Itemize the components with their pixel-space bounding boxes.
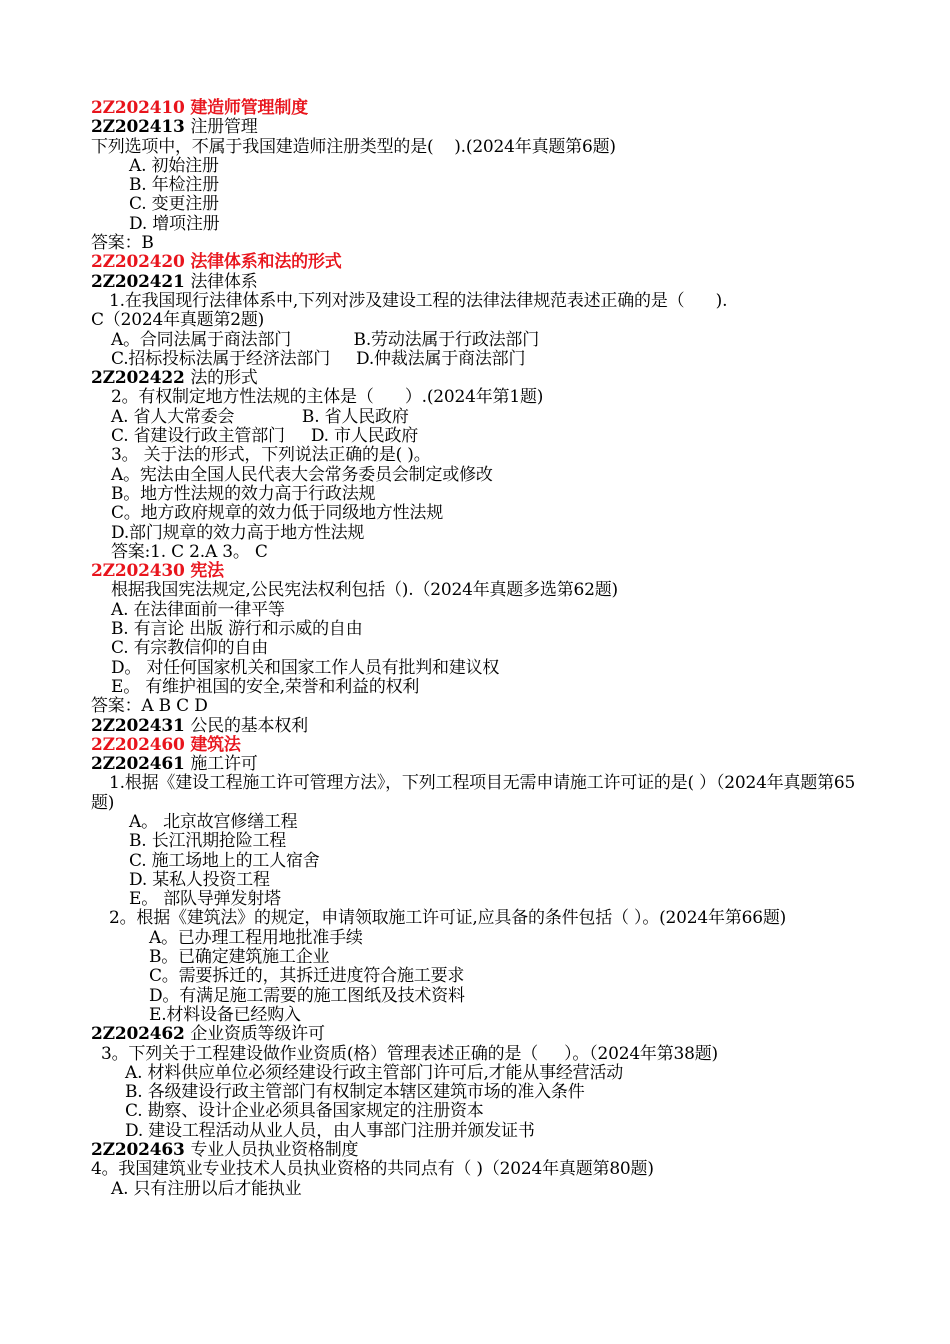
option: D。 对任何国家机关和国家工作人员有批判和建议权 <box>111 657 500 678</box>
option: A. 材料供应单位必须经建设行政主管部门许可后,才能从事经营活动 <box>125 1062 624 1083</box>
option: B。已确定建筑施工企业 <box>149 947 330 968</box>
question-stem: 2。有权制定地方性法规的主体是（ ）.(2024年第1题) <box>111 387 544 408</box>
option: C。地方政府规章的效力低于同级地方性法规 <box>111 503 444 524</box>
option-row: A. 省人大常委会 B. 省人民政府 <box>111 406 409 427</box>
subsection-name: 施工许可 <box>190 754 258 775</box>
option: B. 各级建设行政主管部门有权制定本辖区建筑市场的准入条件 <box>125 1082 585 1103</box>
subsection-heading <box>91 1141 881 1160</box>
option: A. 初始注册 <box>129 155 219 176</box>
option: A。已办理工程用地批准手续 <box>149 927 363 948</box>
subsection-name: 法的形式 <box>190 368 258 389</box>
subsection-heading <box>91 755 881 774</box>
section-heading: 2Z202460 建筑法 <box>91 734 241 755</box>
question-stem: 4。我国建筑业专业技术人员执业资格的共同点有（ )（2024年真题第80题) <box>91 1159 654 1180</box>
option-row: C.招标投标法属于经济法部门 D.仲裁法属于商法部门 <box>111 348 526 369</box>
subsection-name: 注册管理 <box>190 117 258 138</box>
subsection-code: 2Z202413 <box>91 117 185 138</box>
subsection-heading <box>91 273 881 292</box>
option: A. 只有注册以后才能执业 <box>111 1178 302 1199</box>
option: A. 在法律面前一律平等 <box>111 599 285 620</box>
question-stem: 1.根据《建设工程施工许可管理方法》，下列工程项目无需申请施工许可证的是( ）（2024年真题第65题) <box>91 773 856 813</box>
option: B. 有言论 出版 游行和示威的自由 <box>111 619 363 640</box>
subsection-name: 法律体系 <box>190 271 258 292</box>
option: C. 有宗教信仰的自由 <box>111 638 269 659</box>
subsection-code: 2Z202421 <box>91 271 185 292</box>
answer: 答案:1. C 2.A 3。 C <box>111 541 268 562</box>
option: B. 长江汛期抢险工程 <box>129 831 287 852</box>
option: C. 施工场地上的工人宿舍 <box>129 850 320 871</box>
question-stem: 3。下列关于工程建设做作业资质(格）管理表述正确的是（ ）。（2024年第38题) <box>101 1043 718 1064</box>
option: C. 勘察、设计企业必须具备国家规定的注册资本 <box>125 1101 484 1122</box>
option-row: A。合同法属于商法部门 B.劳动法属于行政法部门 <box>111 329 540 350</box>
answer: 答案：A B C D <box>91 696 208 717</box>
subsection-name: 企业资质等级许可 <box>190 1024 325 1045</box>
question-stem: 下列选项中，不属于我国建造师注册类型的是( ).(2024年真题第6题) <box>91 136 616 157</box>
subsection-name: 公民的基本权利 <box>190 715 308 736</box>
subsection-name: 专业人员执业资格制度 <box>190 1140 359 1161</box>
option: D。有满足施工需要的施工图纸及技术资料 <box>149 985 465 1006</box>
subsection-heading <box>91 369 881 388</box>
subsection-heading <box>91 118 881 137</box>
subsection-heading <box>91 1025 881 1044</box>
option: E。 部队导弹发射塔 <box>129 889 281 910</box>
section-heading: 2Z202410 建造师管理制度 <box>91 98 308 118</box>
option: A。 北京故宫修缮工程 <box>129 811 298 832</box>
question-stem: 3。 关于法的形式，下列说法正确的是( )。 <box>111 445 431 466</box>
option: D. 建设工程活动从业人员，由人事部门注册并颁发证书 <box>125 1120 535 1141</box>
option: C. 变更注册 <box>129 194 219 215</box>
option: E.材料设备已经购入 <box>149 1004 301 1025</box>
section-heading: 2Z202420 法律体系和法的形式 <box>91 252 342 273</box>
section-heading: 2Z202430 宪法 <box>91 561 224 582</box>
option: E。 有维护祖国的安全,荣誉和利益的权利 <box>111 676 420 697</box>
option: D. 某私人投资工程 <box>129 869 270 890</box>
option-row: C. 省建设行政主管部门 D. 市人民政府 <box>111 426 419 447</box>
question-stem: 根据我国宪法规定,公民宪法权利包括（).（2024年真题多选第62题) <box>111 580 618 601</box>
option: C。需要拆迁的，其拆迁进度符合施工要求 <box>149 966 465 987</box>
answer: 答案：B <box>91 233 154 254</box>
subsection-code: 2Z202431 <box>91 715 185 736</box>
question-stem: 2。根据《建筑法》的规定，申请领取施工许可证,应具备的条件包括（ ）。(2024年第66题) <box>109 908 787 929</box>
option: B. 年检注册 <box>129 175 219 196</box>
document-page <box>91 99 881 1199</box>
option: D.部门规章的效力高于地方性法规 <box>111 522 365 543</box>
option: B。地方性法规的效力高于行政法规 <box>111 483 376 504</box>
subsection-code: 2Z202461 <box>91 754 185 775</box>
subsection-heading <box>91 717 881 736</box>
question-stem-cont: C（2024年真题第2题) <box>91 310 265 331</box>
subsection-code: 2Z202422 <box>91 368 185 389</box>
subsection-code: 2Z202462 <box>91 1024 185 1045</box>
option: D. 增项注册 <box>129 213 220 234</box>
question-stem: 1.在我国现行法律体系中,下列对涉及建设工程的法律法律规范表述正确的是（ ). <box>109 290 728 311</box>
option: A。宪法由全国人民代表大会常务委员会制定或修改 <box>111 464 493 485</box>
subsection-code: 2Z202463 <box>91 1140 185 1161</box>
